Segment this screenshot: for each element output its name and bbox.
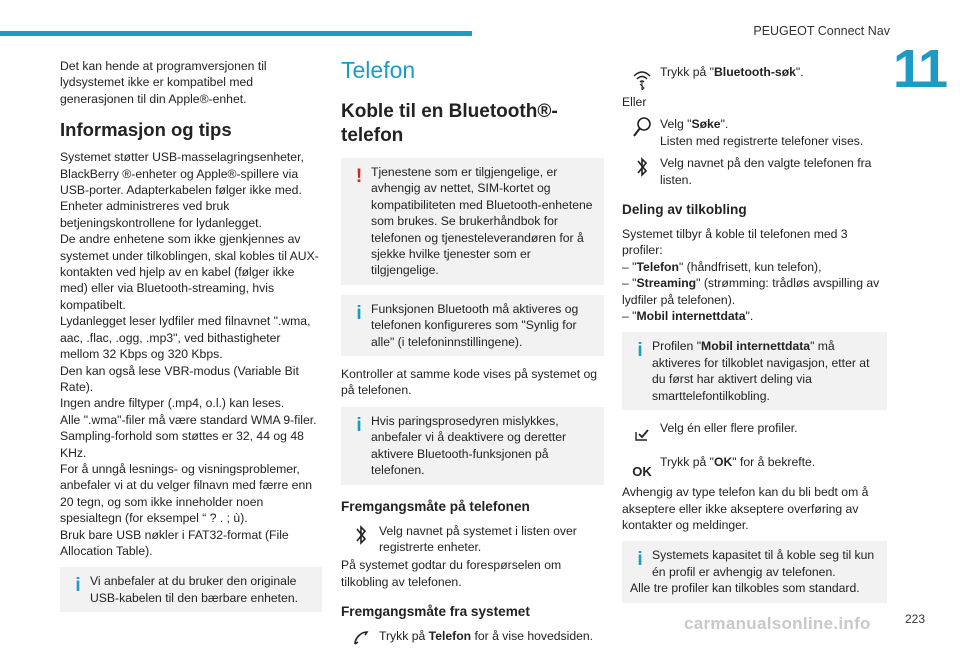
step-text: Trykk på "OK" for å bekrefte. bbox=[660, 455, 816, 470]
note-text: Funksjonen Bluetooth må aktiveres og telefonen konfigureres som "Synlig for alle" (i telefoninnstillingene). bbox=[371, 301, 579, 349]
info-text bbox=[60, 149, 322, 559]
header-accent-bar bbox=[0, 31, 472, 36]
note-text: Profilen "Mobil internettdata" må aktiveres for tilkoblet navigasjon, etter at du først har aktivert deling via smarttelefontilkobling. bbox=[652, 339, 870, 403]
chapter-section-title: Telefon bbox=[341, 57, 416, 83]
step-text: Listen med registrerte telefoner vises. bbox=[660, 133, 864, 148]
profile-item: – "Telefon" (håndfrisett, kun telefon), bbox=[622, 259, 822, 274]
bluetooth-icon bbox=[349, 523, 373, 551]
section-heading: Koble til en Bluetooth®-telefon bbox=[341, 101, 558, 146]
bluetooth-icon bbox=[630, 155, 654, 183]
para: Kontroller at samme kode vises på systemet og på telefonen. bbox=[341, 367, 598, 398]
note-text: Systemets kapasitet til å koble seg til kun én profil er avhengig av telefonen. bbox=[652, 548, 875, 579]
step bbox=[622, 116, 887, 149]
step-text: Velg én eller flere profiler. bbox=[660, 421, 798, 436]
column-3 bbox=[622, 58, 887, 613]
info-icon: i bbox=[75, 575, 81, 597]
info-icon: i bbox=[356, 414, 362, 436]
info-note bbox=[622, 332, 887, 410]
info-note bbox=[341, 407, 604, 485]
step-text: Trykk på "Bluetooth-søk". bbox=[660, 65, 804, 79]
or-label: Eller bbox=[622, 95, 647, 109]
watermark: carmanualsonline.info bbox=[684, 614, 871, 633]
bluetooth-search-icon bbox=[630, 64, 654, 92]
para: For å unngå lesnings- og visningsproblemer, anbefaler vi at du velger filnavn med færre enn 20 tegn, og som ikke inneholder noen spesialtegn (for eksempel “ ? . ; ù). bbox=[60, 461, 313, 526]
note-text: Hvis paringsprosedyren mislykkes, anbefaler vi å deaktivere og deretter aktivere Bluetooth-funksjonen på telefonen. bbox=[371, 413, 567, 478]
note-text: Alle tre profiler kan tilkobles som standard. bbox=[630, 581, 860, 596]
para: Bruk bare USB nøkler i FAT32-format (File Allocation Table). bbox=[60, 527, 289, 558]
para: Avhengig av type telefon kan du bli bedt om å akseptere eller ikke akseptere overføring av kontakter og meldinger. bbox=[622, 485, 869, 532]
step bbox=[341, 628, 604, 656]
column-2 bbox=[341, 58, 604, 658]
info-icon: i bbox=[637, 549, 643, 571]
warning-icon: ! bbox=[355, 166, 363, 187]
para: Systemet tilbyr å koble til telefonen med 3 profiler: bbox=[622, 227, 848, 258]
section-heading: Informasjon og tips bbox=[60, 119, 232, 141]
para: Ingen andre filtyper (.mp4, o.l.) kan leses. bbox=[60, 396, 285, 411]
checkbox-icon bbox=[630, 420, 654, 448]
info-note bbox=[622, 541, 887, 602]
running-header: PEUGEOT Connect Nav bbox=[753, 24, 890, 38]
step-text: Velg navnet på systemet i listen over registrerte enheter. bbox=[379, 523, 577, 554]
step bbox=[622, 64, 887, 92]
para: Systemet støtter USB-masselagringsenheter, BlackBerry ®-enheter og Apple®-spillere via USB-porter. Adapterkabelen følger ikke med. bbox=[60, 150, 304, 198]
para: Lydanlegget leser lydfiler med filnavnet ".wma, aac, .flac, .ogg, .mp3", ved bithastigheter mellom 32 Kbps og 320 Kbps. bbox=[60, 314, 311, 362]
info-note bbox=[60, 567, 322, 612]
step-text: Velg navnet på den valgte telefonen fra listen. bbox=[660, 156, 872, 187]
para: Sampling-forhold som støttes er 32, 44 og 48 KHz. bbox=[60, 429, 304, 460]
note-text: Tjenestene som er tilgjengelige, er avhengig av nettet, SIM-kortet og kompatibiliteten med Bluetooth-enhetene som brukes. Se brukerhåndbok for telefonen og tjenesteleverandøren for å sjekke hvilke tjenester som er tilgjengelige. bbox=[371, 165, 593, 278]
subheading: Fremgangsmåte fra systemet bbox=[341, 604, 530, 620]
info-note bbox=[341, 295, 604, 356]
step bbox=[622, 454, 887, 482]
search-icon bbox=[630, 116, 654, 144]
warning-note bbox=[341, 158, 604, 285]
para: De andre enhetene som ikke gjenkjennes av systemet under tilkoblingen, skal kobles til AUX-kontakten ved hjelp av en kabel (følger ikke med) eller via Bluetooth-streaming, hvis kompatibelt. bbox=[60, 232, 319, 312]
ok-icon: OK bbox=[632, 464, 652, 480]
para: På systemet godtar du forespørselen om tilkobling av telefonen. bbox=[341, 558, 562, 589]
column-1 bbox=[60, 58, 322, 622]
info-icon: i bbox=[637, 340, 643, 362]
para: Alle ".wma"-filer må være standard WMA 9-filer. bbox=[60, 412, 317, 427]
profile-item: – "Streaming" (strømming: trådløs avspilling av lydfiler på telefonen). bbox=[622, 276, 880, 307]
intro-text: Det kan hende at programversjonen til lydsystemet ikke er kompatibel med generasjonen til din Apple®-enhet. bbox=[60, 59, 267, 106]
subheading: Deling av tilkobling bbox=[622, 202, 747, 218]
profile-item: – "Mobil internettdata". bbox=[622, 309, 754, 324]
step-text: Trykk på Telefon for å vise hovedsiden. bbox=[379, 629, 594, 644]
para: Den kan også lese VBR-modus (Variable Bit Rate). bbox=[60, 363, 299, 394]
page-number: 223 bbox=[905, 612, 926, 626]
step-text: Velg "Søke". bbox=[660, 117, 729, 132]
phone-handset-icon bbox=[349, 628, 373, 656]
step bbox=[341, 523, 604, 556]
step bbox=[622, 420, 887, 448]
step bbox=[622, 155, 887, 188]
para: Enheter administreres ved bruk betjeningskontrollene for lydanlegget. bbox=[60, 199, 262, 230]
subheading: Fremgangsmåte på telefonen bbox=[341, 498, 530, 514]
note-text: Vi anbefaler at du bruker den originale USB-kabelen til den bærbare enheten. bbox=[90, 574, 298, 605]
chapter-number: 11 bbox=[893, 39, 947, 99]
info-icon: i bbox=[356, 302, 362, 324]
